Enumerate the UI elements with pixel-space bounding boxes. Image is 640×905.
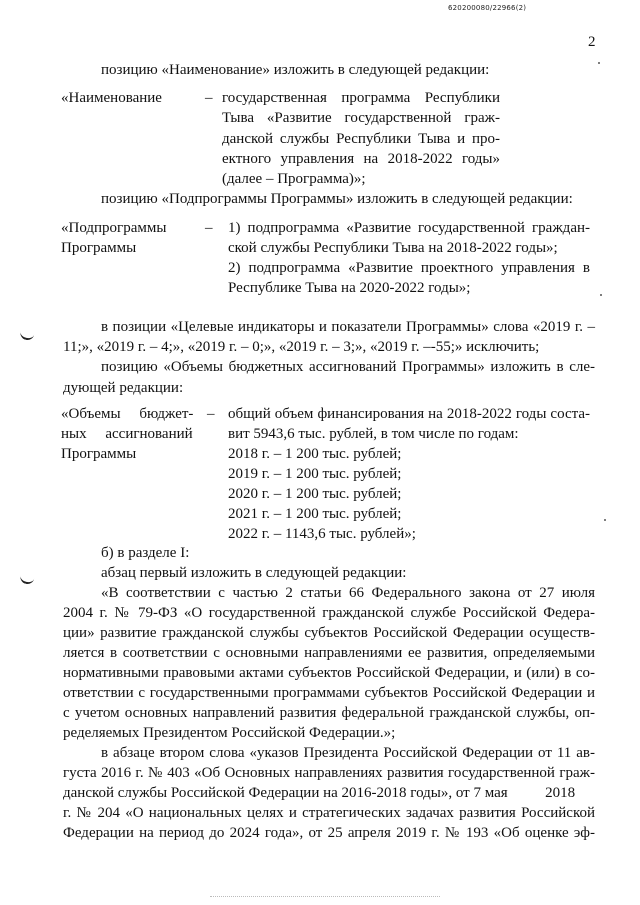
margin-mark [19, 573, 35, 586]
razdel-abzac: абзац первый изложить в следующей редакции: [101, 565, 407, 581]
obemy-label: «Объемы бюджет- [61, 406, 194, 422]
second-para-line: г. № 204 «О национальных целях и стратегических задачах развития Российской [63, 805, 595, 821]
second-para-line: в абзаце втором слова «указов Президента Российской Федерации от 11 ав- [101, 745, 595, 761]
obemy-label: Программы [61, 446, 137, 462]
page-number: 2 [588, 34, 596, 50]
quote-line: нормативными правовыми актами субъектов Российской Федерации, и (или) в со- [63, 665, 595, 681]
podprog-line: ской службы Республики Тыва на 2018-2022 годы»; [228, 240, 558, 256]
obemy-label: ных ассигнований [61, 426, 193, 442]
podprog-intro: позицию «Подпрограммы Программы» изложить в следующей редакции: [101, 191, 573, 207]
naim-dash: – [205, 90, 213, 106]
second-para-line: Федерации на период до 2024 года», от 25 апреля 2019 г. № 193 «Об оценке эф- [63, 825, 595, 841]
obemy-year: 2019 г. – 1 200 тыс. рублей; [228, 466, 402, 482]
obemy-year: 2020 г. – 1 200 тыс. рублей; [228, 486, 402, 502]
quote-line: ции» развитие гражданской службы субъектов Российской Федерации осуществ- [63, 625, 595, 641]
podprog-dash: – [205, 220, 213, 236]
obemy-year: 2022 г. – 1143,6 тыс. рублей»; [228, 526, 416, 542]
obemy-line: вит 5943,6 тыс. рублей, в том числе по годам: [228, 426, 519, 442]
podprog-line: Республике Тыва на 2020-2022 годы»; [228, 280, 471, 296]
naim-line: данской службы Республики Тыва и про- [222, 131, 500, 147]
naim-line: государственная программа Республики [222, 90, 500, 106]
quote-line: ляется в соответствии с основными направлениями ее развития, определяемыми [63, 645, 595, 661]
quote-line: «В соответствии с частью 2 статьи 66 Федерального закона от 27 июля [101, 585, 595, 601]
quote-line: 2004 г. № 79-ФЗ «О государственной гражданской службе Российской Федера- [63, 605, 595, 621]
podprog-label: «Подпрограммы [61, 220, 167, 236]
obemy-dash: – [207, 406, 215, 422]
naim-intro: позицию «Наименование» изложить в следующей редакции: [101, 62, 490, 78]
podprog-label: Программы [61, 240, 137, 256]
obemy-year: 2021 г. – 1 200 тыс. рублей; [228, 506, 402, 522]
quote-line: с учетом основных направлений развития федеральной гражданской службы, оп- [63, 705, 595, 721]
podprog-line: 1) подпрограмма «Развитие государственной граждан- [228, 220, 590, 236]
document-stamp: 620200080/22966(2) [448, 4, 527, 12]
scan-speck [600, 294, 602, 296]
second-para-line: данской службы Российской Федерации на 2016-2018 годы», от 7 мая 2018 [63, 785, 576, 801]
quote-line: ответствии с государственными программами субъектов Российской Федерации и [63, 685, 595, 701]
obemy-year: 2018 г. – 1 200 тыс. рублей; [228, 446, 402, 462]
second-para-line: густа 2016 г. № 403 «Об Основных направлениях развития государственной граж- [63, 765, 595, 781]
podprog-line: 2) подпрограмма «Развитие проектного управления в [228, 260, 590, 276]
margin-mark [19, 329, 35, 342]
scan-speck [604, 519, 606, 521]
scan-artifact [210, 896, 440, 899]
naim-label: «Наименование [61, 90, 162, 106]
obemy-line: общий объем финансирования на 2018-2022 годы соста- [228, 406, 590, 422]
celevye-line: 11;», «2019 г. – 4;», «2019 г. – 0;», «2019 г. – 3;», «2019 г. –-55;» исключить; [63, 339, 540, 355]
naim-line: ектного управления на 2018-2022 годы» [222, 151, 500, 167]
quote-line: ределяемых Президентом Российской Федерации.»; [63, 725, 396, 741]
celevye-line: в позиции «Целевые индикаторы и показатели Программы» слова «2019 г. – [101, 319, 595, 335]
naim-line: Тыва «Развитие государственной граж- [222, 110, 500, 126]
naim-line: (далее – Программа)»; [222, 171, 366, 187]
obemy-intro: дующей редакции: [63, 380, 184, 396]
obemy-intro: позицию «Объемы бюджетных ассигнований Программы» изложить в сле- [101, 359, 595, 375]
razdel-b: б) в разделе I: [101, 545, 190, 561]
scan-speck [598, 62, 600, 64]
